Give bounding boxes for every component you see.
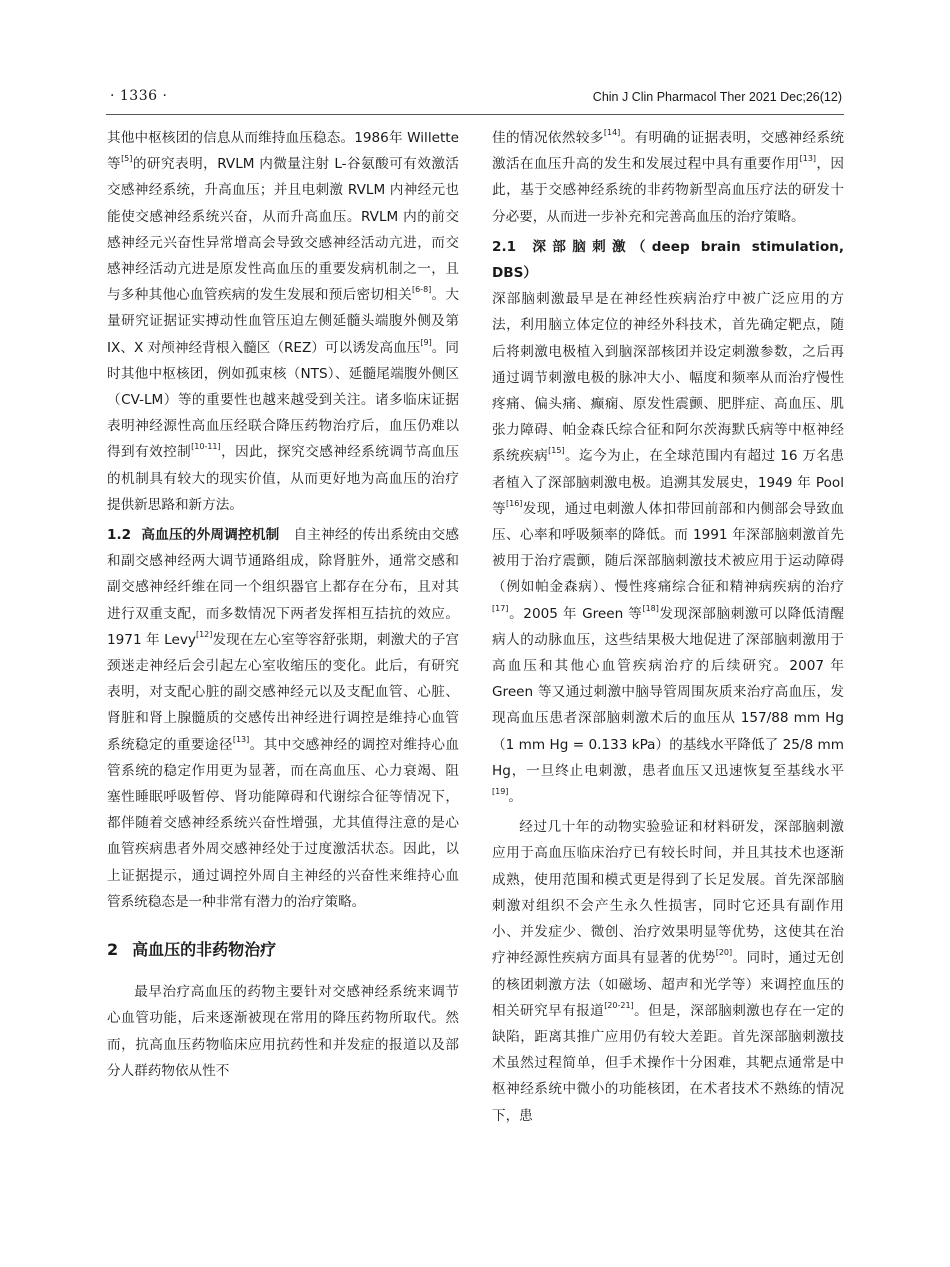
citation: [13] [799, 154, 817, 164]
citation: [6-8] [411, 285, 432, 295]
citation: [18] [642, 603, 659, 613]
citation: [20] [715, 948, 733, 958]
text-run: 佳的情况依然较多 [492, 130, 604, 146]
section-title: 高血压的外周调控机制 [141, 527, 280, 544]
text-run: 发现深部脑刺激可以降低清醒病人的动脉血压，这些结果极大地促进了深部脑刺激用于高血压和其他心血管疾病治疗的后续研究。2007 年 Green 等又通过刺激中脑导管周围灰质来治疗高血压，发现高血压患者深部脑刺激术后的血压从 157/88 mm Hg（1 mm Hg = 0.133 kPa）的基线水平降低了 25/8 mm Hg，一旦终止电刺激，患者血压又迅速恢复至基线水平 [492, 605, 844, 779]
text-run: 的研究表明，RVLM 内微量注射 L-谷氨酸可有效激活交感神经系统，升高血压；并且电刺激 RVLM 内神经元也能使交感神经系统兴奋，从而升高血压。RVLM 内的前交感神经元兴奋性异常增高会导致交感神经活动亢进，而交感神经活动亢进是原发性高血压的重要发病机制之一，且与多种其他心血管疾病的发生发展和预后密切相关 [107, 156, 459, 304]
section-title: 深部脑刺激（deep brain stimulation, DBS） [492, 238, 844, 282]
text-run: 。同时，通过无创的核团刺激方法（如磁场、超声和光学等）来调控血压的相关研究早有报道 [492, 950, 844, 1019]
text-run: 发现在左心室等容舒张期，刺激犬的子宫颈迷走神经后会引起左心室收缩压的变化。此后，有研究表明，对支配心脏的副交感神经元以及支配血管、心脏、肾脏和肾上腺髓质的交感传出神经进行调控是维持心血管系统稳定的重要途径 [107, 631, 459, 753]
citation: [13] [232, 734, 250, 744]
citation: [15] [548, 446, 565, 456]
left-column [107, 125, 459, 1235]
citation: [9] [420, 337, 432, 347]
section-heading-2 [107, 939, 459, 961]
section-number: 2.1 [492, 238, 517, 255]
text-run: 。但是，深部脑刺激也存在一定的缺陷，距离其推广应用仍有较大差距。首先深部脑刺激技术虽然过程简单，但手术操作十分困难，其靶点通常是中枢神经系统中微小的功能核团，在术者技术不熟练的情况下，患 [492, 1002, 844, 1124]
text-run: 深部脑刺激最早是在神经性疾病治疗中被广泛应用的方法，利用脑立体定位的神经外科技术，首先确定靶点，随后将刺激电极植入到脑深部核团并设定刺激参数，之后再通过调节刺激电极的脉冲大小、幅度和频率从而治疗慢性疼痛、偏头痛、癫痫、原发性震颤、肥胖症、高血压、肌张力障碍、帕金森氏综合征和阿尔茨海默氏病等中枢神经系统疾病 [492, 291, 844, 465]
citation: [20-21] [604, 1000, 634, 1010]
section-number: 1.2 [107, 527, 132, 544]
paragraph-dbs-development [492, 814, 844, 1128]
paragraph-section-1-2 [107, 522, 459, 915]
journal-citation: Chin J Clin Pharmacol Ther 2021 Dec;26(12) [592, 90, 842, 104]
page-number: · 1336 · [110, 88, 168, 104]
text-run: 。 [508, 789, 523, 806]
citation: [19] [492, 787, 509, 797]
section-number: 2 [107, 940, 119, 960]
text-run: 。2005 年 Green 等 [508, 605, 643, 622]
citation: [16] [505, 498, 523, 508]
text-run: 。大量研究证据证实搏动性血管压迫左侧延髓头端腹外侧及第 IX、X 对颅神经背根入髓区（REZ）可以诱发高血压 [107, 287, 459, 356]
text-run: ，因此，探究交感神经系统调节高血压的机制具有较大的现实价值，从而更好地为高血压的治疗提供新思路和新方法。 [107, 444, 459, 513]
text-run: 其他中枢核团的信息从而维持血压稳态。1986年 Willette 等 [107, 130, 459, 173]
citation: [17] [492, 603, 509, 613]
text-run: ，因此，基于交感神经系统的非药物新型高血压疗法的研发十分必要，从而进一步补充和完善高血压的治疗策略。 [492, 156, 844, 225]
header-divider [106, 114, 844, 115]
citation: [12] [195, 629, 213, 639]
paragraph-sympathetic [492, 125, 844, 230]
text-run: 发现，通过电刺激人体扣带回前部和内侧部会导致血压、心率和呼吸频率的降低。而 1991 年深部脑刺激首先被用于治疗震颤，随后深部脑刺激技术被应用于运动障碍（例如帕金森病）、慢性疼痛综合征和精神病疾病的治疗 [492, 500, 844, 596]
paragraph-central-nuclei [107, 125, 459, 518]
text-run: 。有明确的证据表明，交感神经系统激活在血压升高的发生和发展过程中具有重要作用 [492, 130, 844, 173]
citation: [14] [603, 128, 621, 137]
text-run: 。其中交感神经的调控对维持心血管系统的稳定作用更为显著，而在高血压、心力衰竭、阻塞性睡眠呼吸暂停、肾功能障碍和代谢综合征等情况下，都伴随着交感神经系统兴奋性增强，尤其值得注意的是心血管疾病患者外周交感神经处于过度激活状态。因此，以上证据提示，通过调控外周自主神经的兴奋性来维持心血管系统稳态是一种非常有潜力的治疗策略。 [107, 736, 459, 910]
paragraph-section-2-1 [492, 234, 844, 810]
section-title: 高血压的非药物治疗 [132, 940, 277, 960]
citation: [5] [121, 154, 133, 164]
citation: [10-11] [191, 442, 221, 452]
text-run: 。迄今为止，在全球范围内有超过 16 万名患者植入了深部脑刺激电极。追溯其发展史，1949 年 Pool 等 [492, 448, 844, 517]
text-run: 经过几十年的动物实验验证和材料研发，深部脑刺激应用于高血压临床治疗已有较长时间，并且其技术也逐渐成熟，使用范围和模式更是得到了长足发展。首先深部脑刺激对组织不会产生永久性损害，同时它还具有副作用小、并发症少、微创、治疗效果明显等优势，这使其在治疗神经源性疾病方面具有显著的优势 [492, 819, 844, 967]
right-column [492, 125, 844, 1235]
text-run: 自主神经的传出系统由交感和副交感神经两大调节通路组成，除肾脏外，通常交感和副交感神经纤维在同一个组织器官上都存在分布，且对其进行双重支配，而多数情况下两者发挥相互拮抗的效应。1971 年 Levy [107, 527, 459, 648]
paragraph-drug-history: 最早治疗高血压的药物主要针对交感神经系统来调节心血管功能，后来逐渐被现在常用的降压药物所取代。然而，抗高血压药物临床应用抗药性和并发症的报道以及部分人群药物依从性不 [107, 984, 459, 1079]
text-run: 。同时其他中枢核团，例如孤束核（NTS）、延髓尾端腹外侧区（CV-LM）等的重要性也越来越受到关注。诸多临床证据表明神经源性高血压经联合降压药物治疗后，血压仍难以得到有效控制 [107, 339, 459, 461]
